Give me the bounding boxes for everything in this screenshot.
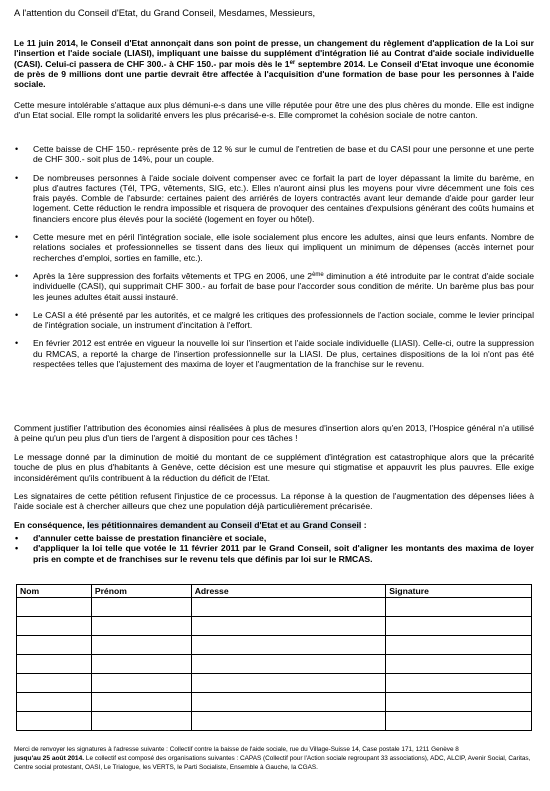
bullet-text-b: diminution a été introduite par le contrat d'aide sociale individuelle (CASI), qui supprimait CHF 300.- au forfait de base pour l'accorder sous condition de mérite. Un barème plus bas pour les jeunes adultes était aussi instauré. — [33, 270, 534, 302]
bullet-text-a: Après la 1ère suppression des forfaits vêtements et TPG en 2006, une 2 — [33, 270, 313, 281]
signature-table — [16, 584, 532, 731]
cell-signature[interactable] — [386, 598, 532, 617]
bullet-dot: • — [15, 232, 19, 243]
cell-signature[interactable] — [386, 712, 532, 731]
demand-item — [14, 533, 534, 543]
footer — [14, 745, 534, 772]
table-row — [17, 617, 532, 636]
bullet-item — [14, 232, 534, 263]
footer-deadline: jusqu'au 25 août 2014. — [14, 755, 85, 762]
demand-list — [14, 533, 534, 564]
paragraph-signatories: Les signataires de cette pétition refusent l'injustice de ce processus. La réponse à la question de l'augmentation des dépenses liées à l'aide sociale est à chercher ailleurs que chez une population déjà particulièrement précarisée. — [14, 491, 534, 512]
table-row — [17, 655, 532, 674]
cell-prenom[interactable] — [91, 674, 191, 693]
header-nom: Nom — [17, 585, 92, 598]
cell-adresse[interactable] — [191, 617, 386, 636]
bullet-text: Cette baisse de CHF 150.- représente près de 12 % sur le cumul de l'entretien de base et du CASI pour une personne et une perte de CHF 300.- soit plus de 14%, pour un couple. — [33, 144, 534, 165]
footer-line1: Merci de renvoyer les signatures à l'adresse suivante : Collectif contre la baisse de l'aide sociale, rue du Village-Suisse 14, Case postale 171, 1211 Genève 8 — [14, 746, 459, 753]
demand-highlight: les pétitionnaires demandent au Conseil d'Etat et au Grand Conseil — [87, 520, 362, 530]
cell-signature[interactable] — [386, 674, 532, 693]
bullet-item — [14, 144, 534, 165]
header-prenom: Prénom — [91, 585, 191, 598]
intro-text-a: Le 11 juin 2014, le Conseil d'Etat annonçait dans son point de presse, un changement du règlement d'application de la Loi sur l'insertion et l'aide sociale (LIASI), impliquant une baisse du supplément d'intégration lié au Contrat d'aide sociale individuelle (CASI). Celui-ci passera de CHF 300.- à CHF 150.- par mois dès le 1 — [14, 38, 534, 69]
cell-adresse[interactable] — [191, 655, 386, 674]
demand-text: d'annuler cette baisse de prestation financière et sociale, — [33, 533, 267, 543]
table-row — [17, 636, 532, 655]
cell-adresse[interactable] — [191, 636, 386, 655]
signature-rows — [17, 598, 532, 731]
cell-signature[interactable] — [386, 693, 532, 712]
intro-text-b: septembre 2014. Le Conseil d'Etat invoque une économie de près de 9 millions dont une partie devrait être affectée à l'acquisition d'une formation de base pour les personnes à l'aide sociale. — [14, 58, 534, 90]
bullet-list — [14, 144, 534, 369]
demand-item — [14, 543, 534, 564]
cell-nom[interactable] — [17, 636, 92, 655]
cell-nom[interactable] — [17, 674, 92, 693]
bullet-dot: • — [15, 172, 19, 183]
paragraph-justify: Comment justifier l'attribution des économies ainsi réalisées à plus de mesures d'insertion alors qu'en 2013, l'Hospice général n'a utilisé à peine qu'un peu plus d'un tiers de l'argent à disposition pour ces tâches ! — [14, 423, 534, 444]
cell-nom[interactable] — [17, 712, 92, 731]
cell-prenom[interactable] — [91, 655, 191, 674]
table-row — [17, 674, 532, 693]
footer-line2: Le collectif est composé des organisations suivantes : CAPAS (Collectif pour l'Action sociale regroupant 33 associations), ADC, ALCIP, Avenir Social, Caritas, Centre social protestant, OASI, Le Trialogue, les VERTS, le Parti Socialiste, Ensemble à Gauche, la CGAS. — [14, 755, 531, 771]
bullet-item — [14, 271, 534, 302]
cell-signature[interactable] — [386, 636, 532, 655]
cell-nom[interactable] — [17, 617, 92, 636]
bullet-dot: • — [15, 338, 19, 349]
table-header-row — [17, 585, 532, 598]
demand-tail: : — [361, 520, 367, 530]
cell-nom[interactable] — [17, 693, 92, 712]
demand-text: d'appliquer la loi telle que votée le 11 février 2011 par le Grand Conseil, soit d'aligner les montants des maxima de loyer pris en compte et de franchises sur le revenu tels que définis par loi sur le RMCAS. — [33, 543, 534, 564]
cell-prenom[interactable] — [91, 693, 191, 712]
demand-lead — [14, 520, 534, 530]
cell-prenom[interactable] — [91, 598, 191, 617]
bullet-text: En février 2012 est entrée en vigueur la nouvelle loi sur l'insertion et l'aide sociale individuelle (LIASI). Celle-ci, outre la suppression du RMCAS, a reporté la charge de l'insertion professionnelle sur la LIASI. De plus, certaines dispositions de la loi n'ont pas été respectées telles que l'ajustement des maxima de loyer et l'augmentation de la franchise sur le revenu. — [33, 338, 534, 370]
bullet-text: Cette mesure met en péril l'intégration sociale, elle isole socialement plus encore les adultes, ainsi que leurs enfants. Nombre de relations sociales et professionnelles se tissent dans des lieux qui impliquent un minimum de dépenses (accès internet pour recherches d'emploi, sorties en famille, etc.). — [33, 232, 534, 263]
bullet-dot: • — [15, 270, 19, 281]
table-row — [17, 693, 532, 712]
salutation: A l'attention du Conseil d'Etat, du Grand Conseil, Mesdames, Messieurs, — [14, 7, 316, 18]
header-signature: Signature — [386, 585, 532, 598]
intro-sup: er — [289, 59, 296, 66]
table-row — [17, 712, 532, 731]
cell-nom[interactable] — [17, 655, 92, 674]
bullet-dot: • — [15, 309, 19, 320]
header-adresse: Adresse — [191, 585, 386, 598]
bullet-text: Le CASI a été présenté par les autorités, et ce malgré les critiques des professionnels de l'action sociale, comme le levier principal de l'intégration sociale, un instrument d'incitation à l'effort. — [33, 309, 534, 331]
cell-adresse[interactable] — [191, 712, 386, 731]
table-row — [17, 598, 532, 617]
bullet-sup: ème — [312, 271, 324, 278]
intro-paragraph — [14, 38, 534, 89]
cell-adresse[interactable] — [191, 674, 386, 693]
cell-signature[interactable] — [386, 617, 532, 636]
bullet-text: De nombreuses personnes à l'aide sociale doivent compenser avec ce forfait la part de loyer dépassant la limite du barème, en plus d'autres factures (Tél, TPG, vêtements, SIG, etc.). Elles n'auront ainsi plus les moyens pour vivre décemment une fois ces frais payés. Comble de l'absurde: certaines paient des arriérés de loyers contractés avant leur demande d'aide pour garder leur logement. Cette réduction le rendra impossible et risquera de provoquer des centaines d'expulsions générant des coûts humains et financiers encore plus élevés pour la société (logement en foyer ou hôtel). — [33, 172, 534, 224]
cell-prenom[interactable] — [91, 712, 191, 731]
cell-adresse[interactable] — [191, 693, 386, 712]
demand-lead-text: En conséquence, — [14, 520, 88, 530]
bullet-item — [14, 310, 534, 331]
paragraph-message: Le message donné par la diminution de moitié du montant de ce supplément d'intégration est catastrophique alors que la précarité touche de plus en plus d'habitants à Genève, cette décision est une mesure qui stigmatise et appauvrit les plus pauvres. Elle exige inconsidérément qu'ils contribuent à la réduction du déficit de l'Etat. — [14, 452, 534, 483]
bullet-item — [14, 338, 534, 369]
paragraph-measure: Cette mesure intolérable s'attaque aux plus démuni-e-s dans une ville réputée pour être une des plus chères du monde. Elle est indigne d'un Etat social. Elle rompt la solidarité envers les plus précarisé-e-s. Elle compromet la cohésion sociale de notre canton. — [14, 100, 534, 121]
bullet-dot: • — [15, 533, 19, 543]
bullet-dot: • — [15, 144, 19, 154]
bullet-dot: • — [15, 543, 19, 554]
cell-adresse[interactable] — [191, 598, 386, 617]
cell-prenom[interactable] — [91, 636, 191, 655]
cell-signature[interactable] — [386, 655, 532, 674]
cell-prenom[interactable] — [91, 617, 191, 636]
bullet-item — [14, 173, 534, 224]
cell-nom[interactable] — [17, 598, 92, 617]
